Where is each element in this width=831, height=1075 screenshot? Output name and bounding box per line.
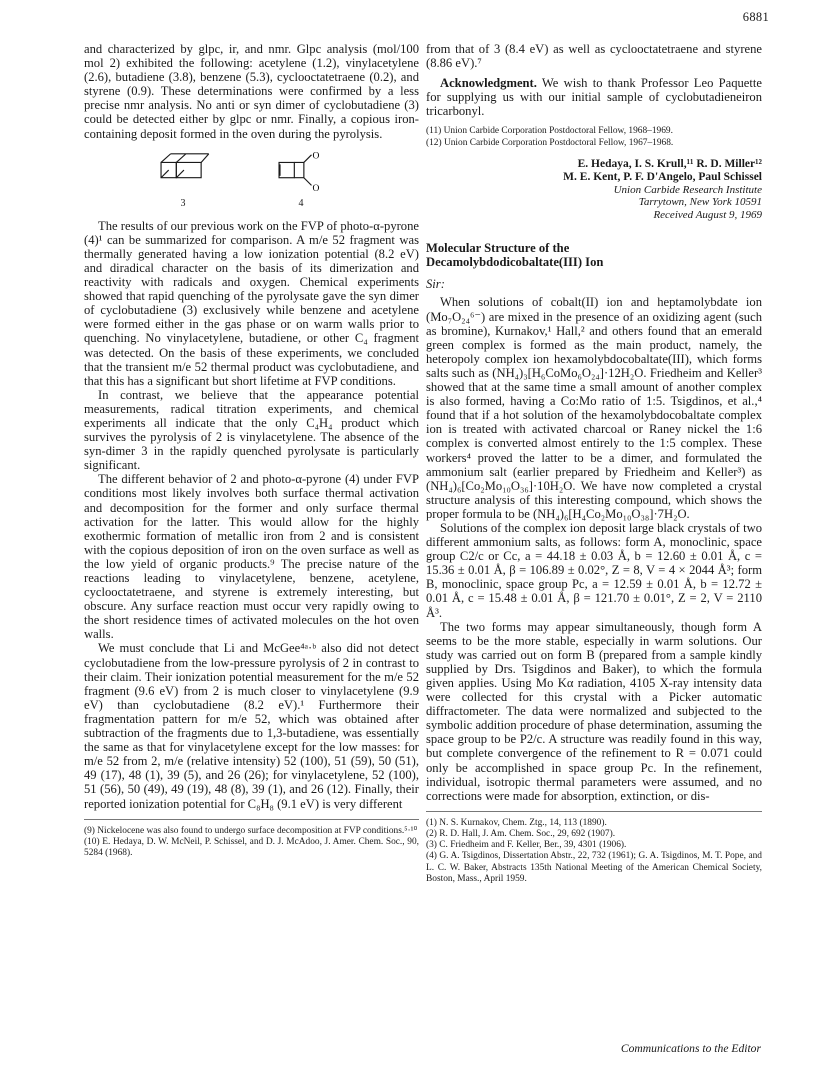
authors-line-2: M. E. Kent, P. F. D'Angelo, Paul Schissel	[563, 170, 762, 183]
structure-4	[272, 151, 330, 211]
article-title-line-2: Decamolybdodicobaltate(III) Ion	[426, 255, 604, 270]
left-paragraph-3: In contrast, we believe that the appearance potential measurements, radical titration experiments, and chemical experiments all indicate that the only C₄H₄ product which survives the pyrolysis of 2 is vinylacetylene. The absence of the syn-dimer 3 in the rapidly quenched pyrolysate is particularly significant.	[84, 387, 419, 473]
footnote-2: (2) R. D. Hall, J. Am. Chem. Soc., 29, 692 (1907).	[426, 829, 616, 840]
acknowledgment-text: We wish to thank Professor Leo Paquette for supplying us with our initial sample of cyclobutadieneiron tricarbonyl.	[426, 76, 762, 119]
footnote-1: (1) N. S. Kurnakov, Chem. Ztg., 14, 113 (1890).	[426, 817, 607, 828]
footnote-4: (4) G. A. Tsigdinos, Dissertation Abstr., 22, 732 (1961); G. A. Tsigdinos, M. T. Pope, and L. C. W. Baker, Abstracts 135th National Meeting of the American Chemical Society, Boston, Mass., April 1959.	[426, 851, 762, 884]
left-paragraph-5: We must conclude that Li and McGee⁴ᵃ·ᵇ also did not detect cyclobutadiene from the low-pressure pyrolysis of 2 in contrast to their claim. Their ionization potential measurement for the m/e 52 fragment (9.6 eV) from 2 is much closer to vinylacetylene (9.9 eV) than cyclobutadiene (8.2 eV).¹ Furthermore their fragmentation pattern for m/e 52, which was obtained after subtraction of the fragments due to 1,3-butadiene, was essentially the same as that for vinylacetylene except for the low masses: for m/e 52 from 2, m/e (relative intensity) 52 (100), 51 (59), 50 (51), 49 (17), 48 (1), 39 (5), and 26 (26); for vinylacetylene, 52 (100), 51 (56), 50 (49), 49 (19), 48 (8), 39 (1), and 26 (12). Finally, their reported ionization potential for C₈H₈ (9.1 eV) is very different	[84, 641, 419, 811]
left-paragraph-4: The different behavior of 2 and photo-α-pyrone (4) under FVP conditions most likely involves both surface thermal activation and decomposition for the former and only surface thermal activation for the latter. This would allow for the highly exothermic formation of metallic iron from 2 and is consistent with the copious deposition of iron on the oven surface as well as the low yield of organic products.⁹ The precise nature of the reactions leading to vinylacetylene, benzene, acetylene, cyclooctatetraene, and styrene is extremely interesting, but obscure. Any surface reaction must occur very rapidly owing to the short residence times of activated molecules on the hot oven walls.	[84, 472, 419, 642]
left-paragraph-2: The results of our previous work on the FVP of photo-α-pyrone (4)¹ can be summarized for comparison. A m/e 52 fragment was thermally generated having a low ionization potential (8.2 eV) and diradical character on the basis of its dimerization and reactivity with radicals and oxygen. Chemical experiments showed that rapid quenching of the pyrolysate gave the syn dimer of cyclobutadiene (3) exclusively while benzene and acetylene were formed either in the gas phase or on warm walls prior to quenching. No vinylacetylene, butadiene, or other C₄ fragment was detected. On the basis of these experiments, we concluded that the transient m/e 52 thermal product was cyclobutadiene, and that this has a significant but short lifetime at FVP conditions.	[84, 218, 419, 388]
right-column	[426, 42, 762, 885]
authors-block	[426, 158, 762, 184]
right-paragraph-2: When solutions of cobalt(II) ion and heptamolybdate ion (Mo₇O₂₄⁶⁻) are mixed in the presence of an oxidizing agent (such as bromine), Kurnakov,¹ Hall,² and others found that an emerald green complex is formed as the main product, namely, the heteropoly complex ion hexamolybdocobaltate(III), which forms salts such as (NH₄)₃[H₆CoMo₆O₂₄]·12H₂O. Friedheim and Keller³ showed that at the same time a small amount of another complex is also formed, having a Co:Mo ratio of 1:5. Tsigdinos, et al.,⁴ found that if a hot solution of the hexamolybdocobaltate complex ion is treated with activated charcoal or Raney nickel the 1:6 complex is converted almost entirely to the 1:5 complex. These workers⁴ proved the latter to be a dimer, and formulated the ammonium salt (earlier prepared by Friedheim and Keller³) as (NH₄)₆[Co₂Mo₁₀O₃₆]·10H₂O. We have now completed a crystal structure analysis of this interesting compound, which shows the proper formula to be (NH₄)₆[H₄Co₂Mo₁₀O₃₈]·7H₂O.	[426, 295, 762, 521]
structure-3-label: 3	[180, 197, 186, 209]
footnote-divider	[84, 819, 419, 820]
right-paragraph-1: from that of 3 (8.4 eV) as well as cyclooctatetraene and styrene (8.86 eV).⁷	[426, 42, 762, 71]
acknowledgment	[426, 76, 762, 118]
article-title-line-1: Molecular Structure of the	[426, 241, 570, 256]
affiliation-line-1: Union Carbide Research Institute	[613, 183, 762, 196]
received-date: Received August 9, 1969	[653, 208, 762, 221]
salutation: Sir:	[426, 277, 445, 292]
structure-4-label: 4	[298, 197, 304, 209]
left-paragraph-1: and characterized by glpc, ir, and nmr. Glpc analysis (mol/100 mol 2) exhibited the following: acetylene (1.2), vinylacetylene (2.6), butadiene (3.8), benzene (5.3), cyclooctatetraene (0.2), and styrene (0.9). These determinations were confirmed by a less precise nmr analysis. No anti or syn dimer of cyclobutadiene (3) could be detected either by glpc or nmr. Finally, a copious iron-containing deposit formed in the oven during the pyrolysis.	[84, 42, 419, 141]
oxygen-atom-label-2: O	[312, 182, 320, 194]
affiliation-block	[426, 184, 762, 222]
affiliation-line-2: Tarrytown, New York 10591	[638, 196, 762, 209]
structure-3	[154, 151, 212, 211]
footnote-11: (11) Union Carbide Corporation Postdoctoral Fellow, 1968–1969.	[426, 126, 673, 137]
article-title	[426, 241, 762, 269]
footnote-3: (3) C. Friedheim and F. Keller, Ber., 39, 4301 (1906).	[426, 840, 627, 851]
page-number: 6881	[742, 10, 769, 24]
footnote-12: (12) Union Carbide Corporation Postdoctoral Fellow, 1967–1968.	[426, 137, 674, 148]
acknowledgment-heading: Acknowledgment.	[440, 76, 537, 91]
right-paragraph-3: Solutions of the complex ion deposit large black crystals of two different ammonium salts, as follows: form A, monoclinic, space group C2/c or Cc, a = 44.18 ± 0.03 Å, b = 12.60 ± 0.01 Å, c = 15.36 ± 0.01 Å, β = 106.89 ± 0.02°, Z = 8, V = 4 × 2044 Å³; form B, monoclinic, space group Pc, a = 12.59 ± 0.01 Å, b = 12.72 ± 0.01 Å, c = 15.48 ± 0.01 Å, β = 121.70 ± 0.01°, Z = 2, V = 2110 Å³.	[426, 520, 762, 620]
authors-line-1: E. Hedaya, I. S. Krull,¹¹ R. D. Miller¹²	[577, 157, 762, 170]
right-paragraph-4: The two forms may appear simultaneously, though form A seems to be the more stable, especially in warm solutions. Our study was carried out on form B (prepared from a sample kindly supplied by Drs. Tsigdinos and Baker), to which the formula given applies. Using Mo Kα radiation, 4105 X-ray intensity data were collected for this crystal with a Picker automatic diffractometer. The data were normalized and subjected to the symbolic addition procedure of phase determination, assuming the space group to be P2/c. A structure was readily found in this way, but complete convergence of the refinement to R = 0.071 could only be accomplished in space group Pc. In the refinement, individual, isotropic thermal parameters were assumed, and no corrections were made for absorption, extinction, or dis-	[426, 619, 762, 803]
footnote-10: (10) E. Hedaya, D. W. McNeil, P. Schissel, and D. J. McAdoo, J. Amer. Chem. Soc., 90, 5284 (1968).	[84, 836, 419, 858]
structure-figures	[154, 151, 419, 211]
oxygen-atom-label-1: O	[312, 150, 320, 162]
footnote-divider-right	[426, 811, 762, 812]
photo-alpha-pyrone-drawing	[272, 151, 330, 195]
syn-dimer-cyclobutadiene-drawing	[154, 151, 212, 195]
left-column	[84, 42, 419, 859]
footnote-9: (9) Nickelocene was also found to undergo surface decomposition at FVP conditions.⁵·¹⁰	[84, 825, 418, 836]
section-footer: Communications to the Editor	[620, 1041, 761, 1055]
